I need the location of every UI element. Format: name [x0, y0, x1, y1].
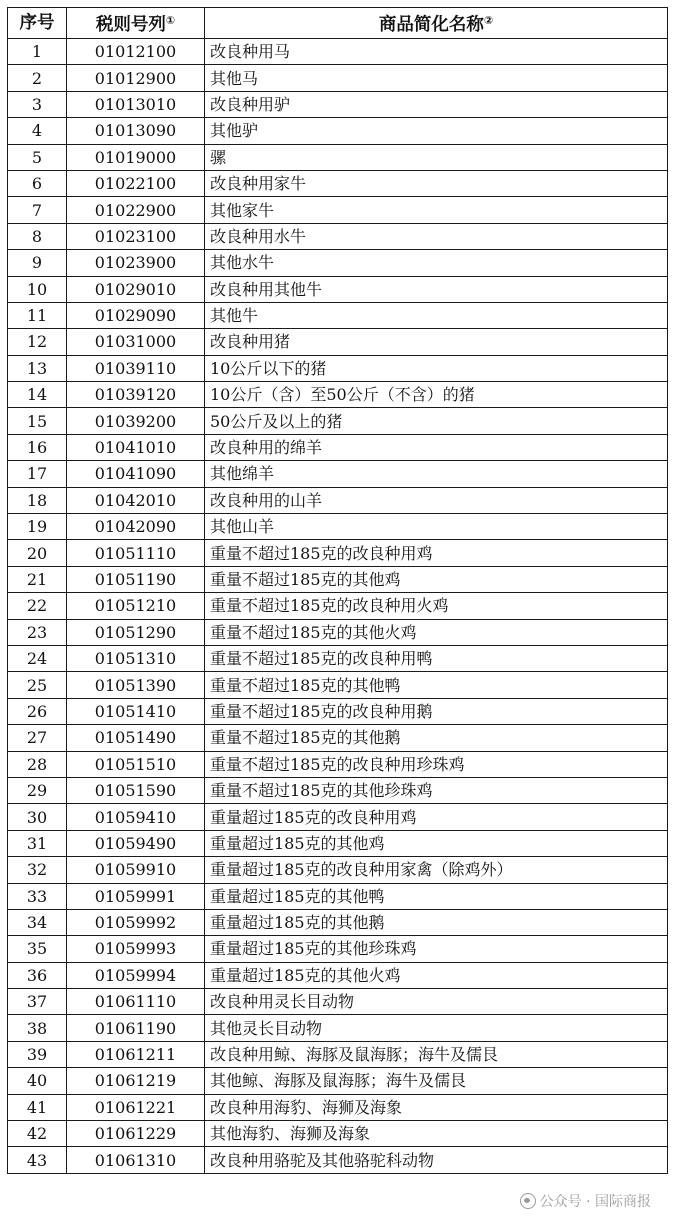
product-name: 重量不超过185克的其他鸭 — [205, 672, 668, 698]
tariff-code: 01042090 — [67, 514, 205, 540]
tariff-code: 01051490 — [67, 725, 205, 751]
product-name: 骡 — [205, 144, 668, 170]
row-index: 18 — [8, 487, 67, 513]
row-index: 23 — [8, 619, 67, 645]
table-row — [8, 1068, 668, 1094]
row-index: 16 — [8, 434, 67, 460]
product-name: 其他灵长目动物 — [205, 1015, 668, 1041]
row-index: 10 — [8, 276, 67, 302]
tariff-code: 01013090 — [67, 118, 205, 144]
table-row — [8, 39, 668, 65]
row-index: 35 — [8, 936, 67, 962]
table-row — [8, 170, 668, 196]
table-row — [8, 355, 668, 381]
row-index: 13 — [8, 355, 67, 381]
product-name: 重量不超过185克的改良种用鸭 — [205, 645, 668, 671]
row-index: 24 — [8, 645, 67, 671]
table-row — [8, 514, 668, 540]
row-index: 22 — [8, 593, 67, 619]
product-name: 改良种用水牛 — [205, 223, 668, 249]
row-index: 30 — [8, 804, 67, 830]
product-name: 其他鲸、海豚及鼠海豚；海牛及儒艮 — [205, 1068, 668, 1094]
tariff-code: 01059410 — [67, 804, 205, 830]
product-name: 重量超过185克的改良种用家禽（除鸡外） — [205, 857, 668, 883]
product-name: 重量超过185克的其他鸡 — [205, 830, 668, 856]
product-name: 重量超过185克的其他鸭 — [205, 883, 668, 909]
product-name: 其他家牛 — [205, 197, 668, 223]
row-index: 4 — [8, 118, 67, 144]
row-index: 34 — [8, 909, 67, 935]
tariff-code: 01051390 — [67, 672, 205, 698]
table-row — [8, 302, 668, 328]
product-name: 其他绵羊 — [205, 461, 668, 487]
table-row — [8, 962, 668, 988]
tariff-code: 01041090 — [67, 461, 205, 487]
table-row — [8, 461, 668, 487]
row-index: 6 — [8, 170, 67, 196]
product-name: 重量不超过185克的其他珍珠鸡 — [205, 777, 668, 803]
row-index: 7 — [8, 197, 67, 223]
tariff-code: 01059992 — [67, 909, 205, 935]
row-index: 41 — [8, 1094, 67, 1120]
document-page — [7, 7, 667, 1174]
table-row — [8, 1094, 668, 1120]
product-name: 重量不超过185克的其他鸡 — [205, 566, 668, 592]
table-body — [8, 39, 668, 1174]
row-index: 14 — [8, 382, 67, 408]
product-name: 重量超过185克的其他火鸡 — [205, 962, 668, 988]
tariff-code: 01051310 — [67, 645, 205, 671]
row-index: 5 — [8, 144, 67, 170]
tariff-code: 01029010 — [67, 276, 205, 302]
tariff-code: 01059994 — [67, 962, 205, 988]
tariff-code: 01042010 — [67, 487, 205, 513]
product-name: 重量不超过185克的改良种用珍珠鸡 — [205, 751, 668, 777]
tariff-code: 01059910 — [67, 857, 205, 883]
table-row — [8, 725, 668, 751]
product-name: 重量不超过185克的其他鹅 — [205, 725, 668, 751]
row-index: 3 — [8, 91, 67, 117]
product-name: 改良种用马 — [205, 39, 668, 65]
tariff-code: 01061221 — [67, 1094, 205, 1120]
tariff-code: 01019000 — [67, 144, 205, 170]
row-index: 15 — [8, 408, 67, 434]
table-row — [8, 276, 668, 302]
table-row — [8, 1041, 668, 1067]
product-name: 改良种用海豹、海狮及海象 — [205, 1094, 668, 1120]
product-name: 10公斤（含）至50公斤（不含）的猪 — [205, 382, 668, 408]
row-index: 32 — [8, 857, 67, 883]
tariff-table — [7, 7, 668, 1174]
table-row — [8, 645, 668, 671]
tariff-code: 01022100 — [67, 170, 205, 196]
product-name: 改良种用猪 — [205, 329, 668, 355]
table-row — [8, 1121, 668, 1147]
product-name: 重量不超过185克的其他火鸡 — [205, 619, 668, 645]
product-name: 其他驴 — [205, 118, 668, 144]
table-row — [8, 223, 668, 249]
product-name: 改良种用家牛 — [205, 170, 668, 196]
tariff-code: 01061211 — [67, 1041, 205, 1067]
row-index: 38 — [8, 1015, 67, 1041]
tariff-code: 01051190 — [67, 566, 205, 592]
tariff-code: 01061110 — [67, 989, 205, 1015]
table-row — [8, 382, 668, 408]
product-name: 改良种用鲸、海豚及鼠海豚；海牛及儒艮 — [205, 1041, 668, 1067]
footnote-mark: ② — [483, 14, 494, 27]
product-name: 重量不超过185克的改良种用火鸡 — [205, 593, 668, 619]
tariff-code: 01051290 — [67, 619, 205, 645]
tariff-code: 01061219 — [67, 1068, 205, 1094]
product-name: 10公斤以下的猪 — [205, 355, 668, 381]
table-row — [8, 91, 668, 117]
row-index: 29 — [8, 777, 67, 803]
table-row — [8, 698, 668, 724]
tariff-code: 01061229 — [67, 1121, 205, 1147]
row-index: 12 — [8, 329, 67, 355]
table-row — [8, 672, 668, 698]
table-row — [8, 250, 668, 276]
watermark — [516, 1190, 655, 1212]
row-index: 43 — [8, 1147, 67, 1173]
product-name: 其他马 — [205, 65, 668, 91]
tariff-code: 01061310 — [67, 1147, 205, 1173]
row-index: 8 — [8, 223, 67, 249]
tariff-code: 01023900 — [67, 250, 205, 276]
product-name: 改良种用驴 — [205, 91, 668, 117]
product-name: 重量超过185克的改良种用鸡 — [205, 804, 668, 830]
table-row — [8, 619, 668, 645]
product-name: 重量超过185克的其他鹅 — [205, 909, 668, 935]
table-row — [8, 487, 668, 513]
tariff-code: 01059490 — [67, 830, 205, 856]
product-name: 改良种用的山羊 — [205, 487, 668, 513]
row-index: 25 — [8, 672, 67, 698]
table-row — [8, 1147, 668, 1173]
table-row — [8, 1015, 668, 1041]
table-header-row — [8, 8, 668, 39]
row-index: 40 — [8, 1068, 67, 1094]
tariff-code: 01023100 — [67, 223, 205, 249]
row-index: 28 — [8, 751, 67, 777]
header-code: 税则号列① — [67, 8, 205, 39]
row-index: 19 — [8, 514, 67, 540]
row-index: 2 — [8, 65, 67, 91]
tariff-code: 01012100 — [67, 39, 205, 65]
product-name: 50公斤及以上的猪 — [205, 408, 668, 434]
tariff-code: 01013010 — [67, 91, 205, 117]
table-row — [8, 830, 668, 856]
product-name: 重量超过185克的其他珍珠鸡 — [205, 936, 668, 962]
table-row — [8, 804, 668, 830]
product-name: 重量不超过185克的改良种用鹅 — [205, 698, 668, 724]
product-name: 重量不超过185克的改良种用鸡 — [205, 540, 668, 566]
table-row — [8, 118, 668, 144]
tariff-code: 01039200 — [67, 408, 205, 434]
product-name: 其他海豹、海狮及海象 — [205, 1121, 668, 1147]
tariff-code: 01059993 — [67, 936, 205, 962]
product-name: 改良种用的绵羊 — [205, 434, 668, 460]
product-name: 改良种用骆驼及其他骆驼科动物 — [205, 1147, 668, 1173]
table-row — [8, 751, 668, 777]
table-row — [8, 936, 668, 962]
tariff-code: 01029090 — [67, 302, 205, 328]
tariff-code: 01059991 — [67, 883, 205, 909]
product-name: 改良种用灵长目动物 — [205, 989, 668, 1015]
table-row — [8, 857, 668, 883]
row-index: 21 — [8, 566, 67, 592]
table-row — [8, 883, 668, 909]
row-index: 17 — [8, 461, 67, 487]
row-index: 33 — [8, 883, 67, 909]
row-index: 1 — [8, 39, 67, 65]
table-row — [8, 408, 668, 434]
row-index: 36 — [8, 962, 67, 988]
table-row — [8, 65, 668, 91]
tariff-code: 01051110 — [67, 540, 205, 566]
table-row — [8, 144, 668, 170]
table-row — [8, 989, 668, 1015]
row-index: 42 — [8, 1121, 67, 1147]
product-name: 其他山羊 — [205, 514, 668, 540]
table-row — [8, 197, 668, 223]
table-row — [8, 593, 668, 619]
tariff-code: 01051210 — [67, 593, 205, 619]
tariff-code: 01031000 — [67, 329, 205, 355]
footnote-mark: ① — [165, 14, 176, 27]
tariff-code: 01051410 — [67, 698, 205, 724]
header-index: 序号 — [8, 8, 67, 39]
row-index: 11 — [8, 302, 67, 328]
product-name: 改良种用其他牛 — [205, 276, 668, 302]
table-row — [8, 540, 668, 566]
header-name: 商品简化名称② — [205, 8, 668, 39]
tariff-code: 01039120 — [67, 382, 205, 408]
product-name: 其他水牛 — [205, 250, 668, 276]
row-index: 39 — [8, 1041, 67, 1067]
row-index: 31 — [8, 830, 67, 856]
product-name: 其他牛 — [205, 302, 668, 328]
row-index: 26 — [8, 698, 67, 724]
row-index: 27 — [8, 725, 67, 751]
watermark-text: 公众号 · 国际商报 — [539, 1194, 651, 1210]
table-row — [8, 777, 668, 803]
table-row — [8, 329, 668, 355]
tariff-code: 01012900 — [67, 65, 205, 91]
row-index: 20 — [8, 540, 67, 566]
tariff-code: 01051510 — [67, 751, 205, 777]
table-row — [8, 434, 668, 460]
tariff-code: 01041010 — [67, 434, 205, 460]
row-index: 37 — [8, 989, 67, 1015]
wechat-icon — [520, 1193, 536, 1209]
tariff-code: 01061190 — [67, 1015, 205, 1041]
tariff-code: 01022900 — [67, 197, 205, 223]
row-index: 9 — [8, 250, 67, 276]
tariff-code: 01039110 — [67, 355, 205, 381]
table-row — [8, 909, 668, 935]
tariff-code: 01051590 — [67, 777, 205, 803]
table-row — [8, 566, 668, 592]
